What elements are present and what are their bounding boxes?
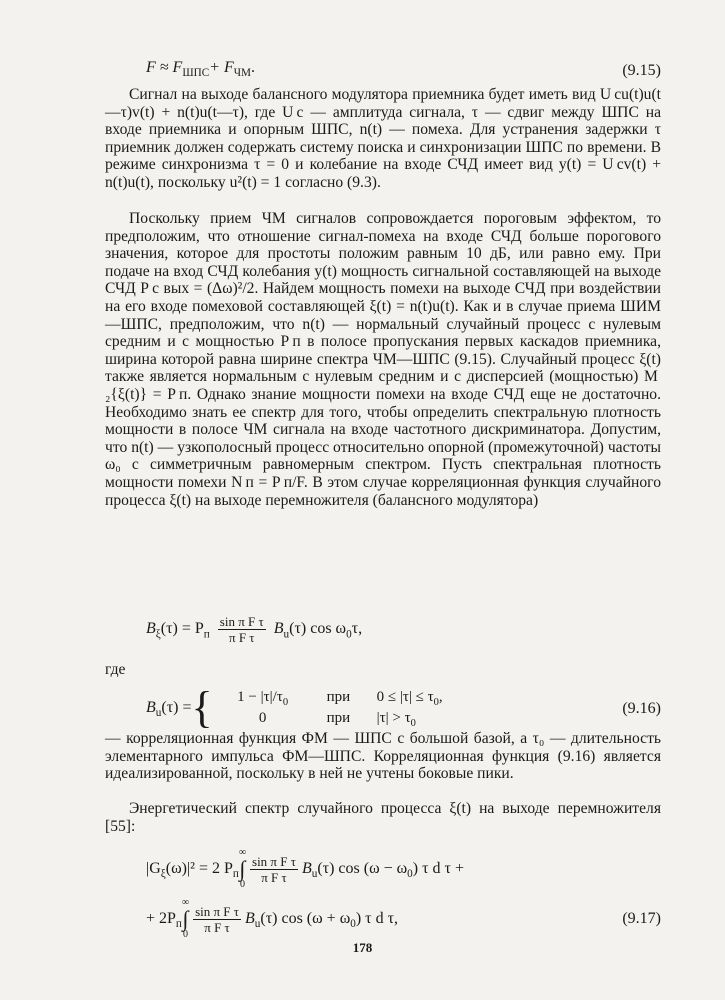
eq-sub: ЧМ xyxy=(233,67,251,80)
paragraph-3: — корреляционная функция ФМ — ШПС с большой базой, а τ₀ — длительность элементарного импульса ФМ—ШПС. Корреляционная функция (9.16) является идеализированной, поскольку в ней не учтены боковые пики. xyxy=(105,730,661,783)
eq-sub: u xyxy=(254,918,261,931)
fraction-denominator: π F τ xyxy=(261,869,287,885)
eq-text: 1 − |τ|/τ xyxy=(237,689,283,705)
eq-text: + 2P xyxy=(146,910,176,927)
integral-sign: ∞ ∫ 0 xyxy=(238,847,247,890)
eq-sub: п xyxy=(175,918,182,931)
eq-text: ) τ d τ, xyxy=(355,910,398,927)
eq-text: F ≈ F xyxy=(146,59,183,76)
equation-9-17-line-2 xyxy=(146,898,398,940)
eq-sub: п xyxy=(232,868,239,881)
eq-sub: u xyxy=(155,707,162,720)
eq-text: τ, xyxy=(351,620,363,638)
word-where: где xyxy=(105,661,126,678)
page-number: 178 xyxy=(352,940,373,955)
eq-text: . xyxy=(250,59,255,76)
eq-sub: 0 xyxy=(282,697,289,708)
equation-9-16 xyxy=(146,683,443,732)
fraction-numerator: sin π F τ xyxy=(195,903,240,919)
integral-lower-limit: 0 xyxy=(182,929,188,940)
eq-text: (ω)|² = 2 P xyxy=(165,860,233,877)
eq-text: B xyxy=(245,910,255,927)
case-row-1 xyxy=(213,687,443,708)
case-row-2 xyxy=(213,708,443,729)
eq-text: |G xyxy=(146,860,161,877)
paragraph-1: Сигнал на выходе балансного модулятора приемника будет иметь вид U cu(t)u(t—τ)v(t) + n(t)u(t—τ), где U c — амплитуда сигнала, τ — сдвиг между ШПС на входе приемника и опорным ШПС, n(t) — помеха. Для устранения задержки τ приемник должен содержать систему поиска и синхронизации ШПС по времени. В режиме синхронизма τ = 0 и колебание на входе СЧД имеет вид y(t) = U cv(t) + n(t)u(t), поскольку u²(t) = 1 согласно (9.3). xyxy=(105,86,661,191)
fraction-denominator: π F τ xyxy=(204,919,230,935)
integral-upper-limit: ∞ xyxy=(238,847,247,858)
integral-upper-limit: ∞ xyxy=(181,897,190,908)
eq-text: B xyxy=(273,620,284,638)
eq-text: 0 ≤ |τ| ≤ τ xyxy=(376,689,434,705)
equation-number-9-15: (9.15) xyxy=(622,62,661,79)
eq-text: ) τ d τ + xyxy=(412,860,464,877)
integral-sign: ∞ ∫ 0 xyxy=(181,897,190,940)
eq-text: (τ) = P xyxy=(160,620,204,638)
eq-text: при xyxy=(326,710,351,726)
eq-sub: u xyxy=(311,868,318,881)
eq-text: + F xyxy=(209,59,234,76)
equation-9-15 xyxy=(146,58,255,78)
eq-text: (τ) cos (ω − ω xyxy=(317,860,408,877)
paragraph-4: Энергетический спектр случайного процесса ξ(t) на выходе перемножителя [55]: xyxy=(105,800,661,835)
fraction-numerator: sin π F τ xyxy=(219,614,264,629)
fraction-numerator: sin π F τ xyxy=(252,853,296,869)
eq-sub: 0 xyxy=(346,628,352,641)
eq-text: |τ| > τ xyxy=(376,710,411,726)
equation-9-17-line-1 xyxy=(146,848,464,890)
eq-text: (τ) cos ω xyxy=(289,620,347,638)
eq-text: B xyxy=(146,620,156,638)
equation-number-9-16: (9.16) xyxy=(622,700,661,717)
eq-text: B xyxy=(146,699,156,716)
eq-text: 0 xyxy=(258,710,267,726)
fraction xyxy=(250,854,298,885)
equation-b-xi xyxy=(146,614,362,645)
fraction xyxy=(218,614,266,645)
eq-sub: ШПС xyxy=(182,67,210,80)
eq-sub: 0 xyxy=(350,918,356,931)
eq-sub: 0 xyxy=(407,868,413,881)
left-brace: { xyxy=(191,683,213,732)
eq-text: при xyxy=(326,689,351,705)
eq-text: (τ) = xyxy=(161,699,192,716)
eq-sub: 0 xyxy=(410,718,416,729)
fraction xyxy=(193,904,241,935)
eq-text: , xyxy=(438,689,443,705)
eq-sub: ξ xyxy=(160,868,166,881)
equation-number-9-17: (9.17) xyxy=(622,910,661,927)
eq-text: B xyxy=(301,860,312,877)
eq-text: (τ) cos (ω + ω xyxy=(260,910,351,927)
fraction-denominator: π F τ xyxy=(229,630,255,645)
paragraph-2: Поскольку прием ЧМ сигналов сопровождается пороговым эффектом, то предположим, что отношение сигнал-помеха на входе СЧД больше порогового значения, которое для простоты положим равным 10 дБ, или равно ему. При подаче на вход СЧД колебания y(t) мощность сигнальной составляющей на выходе СЧД P с вых = (Δω)²/2. Найдем мощность помехи на выходе СЧД при воздействии на его входе помеховой составляющей ξ(t) = n(t)u(t). Как и в случае приема ШИМ—ШПС, предположим, что n(t) — нормальный случайный процесс с нулевым средним и с мощностью P п в полосе пропускания первых каскадов приемника, ширина которой равна ширине спектра ЧМ—ШПС (9.15). Случайный процесс ξ(t) также является нормальным с нулевым средним и с дисперсией (мощностью) M ₂{ξ(t)} = P п. Однако знание мощности помехи на входе СЧД еще не достаточно. Необходимо знать ее спектр для того, чтобы определить спектральную плотность мощности в полосе ЧМ сигнала на входе частотного дискриминатора. Допустим, что n(t) — узкополосный процесс относительно опорной (промежуточной) частоты ω₀ с симметричным равномерным спектром. Пусть спектральная плотность мощности помехи N п = P п/F. В этом случае корреляционная функция случайного процесса ξ(t) на выходе перемножителя (балансного модулятора) xyxy=(105,210,661,509)
integral-lower-limit: 0 xyxy=(239,879,245,890)
piecewise-cases xyxy=(213,687,443,729)
eq-sub: п xyxy=(203,628,210,641)
eq-sub: ξ xyxy=(155,628,161,641)
eq-sub: 0 xyxy=(433,697,439,708)
eq-sub: u xyxy=(283,628,290,641)
